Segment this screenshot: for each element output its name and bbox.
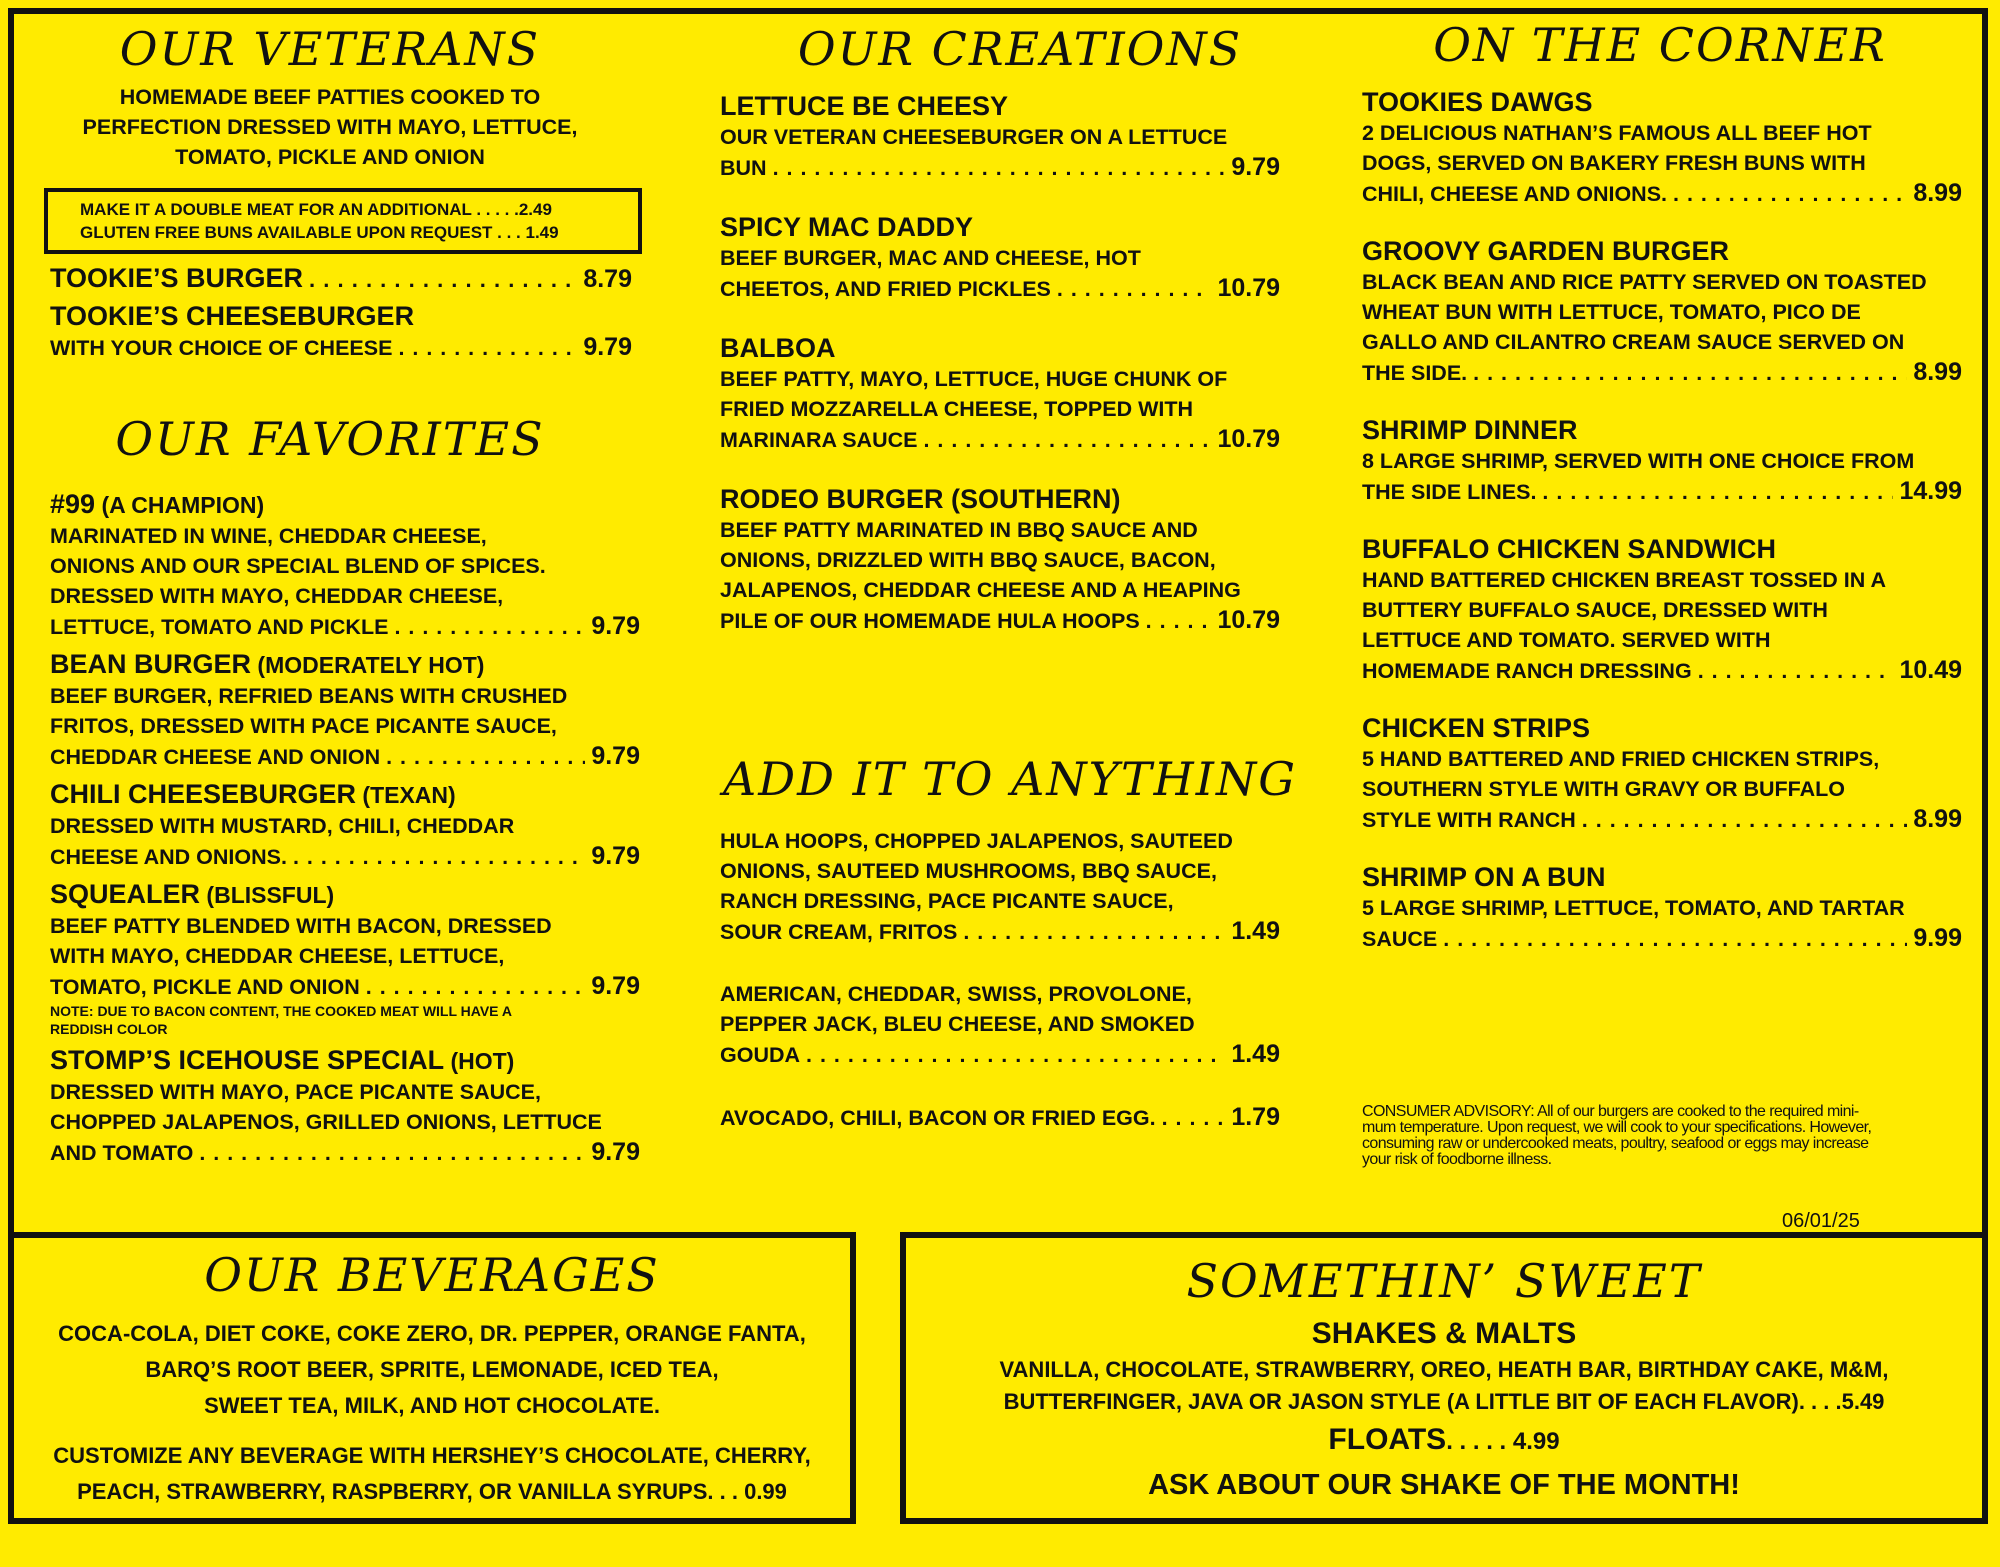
item-name: STOMP’S ICEHOUSE SPECIAL (HOT) <box>50 1045 515 1075</box>
item-desc: HULA HOOPS, CHOPPED JALAPENOS, SAUTEED <box>720 829 1233 853</box>
item-price: 10.79 <box>1217 425 1280 453</box>
menu-item <box>1362 235 1962 388</box>
item-desc: BEEF PATTY BLENDED WITH BACON, DRESSED <box>50 914 552 938</box>
item-price-row: CHEESE AND ONIONS. . . . 9.79 <box>50 841 640 872</box>
item-desc: DRESSED WITH MAYO, CHEDDAR CHEESE, <box>50 584 504 608</box>
shakes-title: SHAKES & MALTS <box>1311 1317 1577 1350</box>
item-name: BUFFALO CHICKEN SANDWICH <box>1362 534 1776 564</box>
menu-item <box>50 778 640 872</box>
item-price-row: LETTUCE, TOMATO AND PICKLE . . . 9.79 <box>50 611 640 642</box>
menu-item <box>720 90 1280 183</box>
item-price-row: MARINARA SAUCE . . . 10.79 <box>720 424 1280 455</box>
item-desc: ONIONS AND OUR SPECIAL BLEND OF SPICES. <box>50 554 546 578</box>
addons-list <box>720 826 1280 1133</box>
tookies-burger: TOOKIE’S BURGER . . . 8.79 <box>50 262 632 296</box>
corner-title: ON THE CORNER <box>1433 18 1887 72</box>
veterans-title: OUR VETERANS <box>119 22 541 76</box>
item-desc: AMERICAN, CHEDDAR, SWISS, PROVOLONE, <box>720 982 1192 1006</box>
item-price: 8.99 <box>1913 179 1962 207</box>
menu-item <box>50 488 640 642</box>
floats-line: FLOATS. . . . . 4.99 <box>1328 1423 1560 1456</box>
menu-item <box>720 483 1280 636</box>
sweet-title: SOMETHIN’ SWEET <box>1186 1254 1702 1308</box>
menu-item <box>50 1044 640 1168</box>
shake-of-month: ASK ABOUT OUR SHAKE OF THE MONTH! <box>1148 1469 1740 1501</box>
item-name: GROOVY GARDEN BURGER <box>1362 236 1730 266</box>
item-desc: MARINATED IN WINE, CHEDDAR CHEESE, <box>50 524 487 548</box>
addons-title: ADD IT TO ANYTHING <box>723 752 1297 806</box>
menu-item <box>1362 414 1962 507</box>
item-price: 9.99 <box>1913 924 1962 952</box>
item-desc: LETTUCE AND TOMATO. SERVED WITH <box>1362 628 1771 652</box>
item-name: SHRIMP DINNER <box>1362 415 1578 445</box>
menu-date: 06/01/25 <box>1782 1210 1860 1232</box>
corner-list <box>1362 86 1962 954</box>
menu-item <box>720 332 1280 455</box>
item-price-row: PILE OF OUR HOMEMADE HULA HOOPS . . . 10.79 <box>720 605 1280 636</box>
item-desc: 2 DELICIOUS NATHAN’S FAMOUS ALL BEEF HOT <box>1362 121 1872 145</box>
item-price: 9.79 <box>591 1138 640 1166</box>
item-price-row: BUN . . . 9.79 <box>720 152 1280 183</box>
item-price-row: SAUCE . . . 9.99 <box>1362 923 1962 954</box>
item-desc: RANCH DRESSING, PACE PICANTE SAUCE, <box>720 889 1174 913</box>
item-desc: FRIED MOZZARELLA CHEESE, TOPPED WITH <box>720 397 1194 421</box>
item-note: REDDISH COLOR <box>50 1021 168 1037</box>
creations-list <box>720 90 1280 636</box>
item-desc: HAND BATTERED CHICKEN BREAST TOSSED IN A <box>1362 568 1886 592</box>
item-name: CHICKEN STRIPS <box>1362 713 1591 743</box>
item-name: RODEO BURGER (SOUTHERN) <box>720 484 1121 514</box>
favorites-title: OUR FAVORITES <box>115 412 545 466</box>
item-price-row: GOUDA . . . 1.49 <box>720 1039 1280 1070</box>
item-name: #99 (A CHAMPION) <box>50 489 265 519</box>
item-price: 14.99 <box>1899 477 1962 505</box>
item-price: 9.79 <box>591 612 640 640</box>
item-desc: DOGS, SERVED ON BAKERY FRESH BUNS WITH <box>1362 151 1866 175</box>
item-name: SHRIMP ON A BUN <box>1362 862 1606 892</box>
menu-item <box>1362 861 1962 954</box>
item-price: 1.79 <box>1231 1103 1280 1131</box>
item-desc: 8 LARGE SHRIMP, SERVED WITH ONE CHOICE FROM <box>1362 449 1915 473</box>
item-price-row: THE SIDE LINES. . . . 14.99 <box>1362 476 1962 507</box>
menu-item <box>720 1102 1280 1133</box>
item-desc: WHEAT BUN WITH LETTUCE, TOMATO, PICO DE <box>1362 300 1861 324</box>
menu-item <box>1362 533 1962 686</box>
item-desc: CHOPPED JALAPENOS, GRILLED ONIONS, LETTUCE <box>50 1110 602 1134</box>
item-price: 8.99 <box>1913 358 1962 386</box>
veterans-section <box>50 82 632 363</box>
favorites-list <box>50 488 640 1168</box>
item-price-row: SOUR CREAM, FRITOS . . . 1.49 <box>720 916 1280 947</box>
item-desc: WITH MAYO, CHEDDAR CHEESE, LETTUCE, <box>50 944 505 968</box>
item-desc: BLACK BEAN AND RICE PATTY SERVED ON TOASTED <box>1362 270 1927 294</box>
item-desc: BEEF PATTY MARINATED IN BBQ SAUCE AND <box>720 518 1198 542</box>
item-price: 9.79 <box>1231 153 1280 181</box>
menu-item <box>720 826 1280 947</box>
item-desc: BEEF BURGER, REFRIED BEANS WITH CRUSHED <box>50 684 568 708</box>
item-desc: BEEF PATTY, MAYO, LETTUCE, HUGE CHUNK OF <box>720 367 1228 391</box>
creations-title: OUR CREATIONS <box>797 22 1243 76</box>
veterans-intro: HOMEMADE BEEF PATTIES COOKED TO PERFECTION DRESSED WITH MAYO, LETTUCE, TOMATO, PICKLE AND ONION <box>82 85 578 169</box>
item-price: 9.79 <box>591 742 640 770</box>
item-price-row: AND TOMATO . . . 9.79 <box>50 1137 640 1168</box>
item-price-row: CHEDDAR CHEESE AND ONION . . . 9.79 <box>50 741 640 772</box>
item-price: 10.79 <box>1217 274 1280 302</box>
sweet-list: SHAKES & MALTS VANILLA, CHOCOLATE, STRAWBERRY, OREO, HEATH BAR, BIRTHDAY CAKE, M&M, BUTTERFINGER, JAVA OR JASON STYLE (A LITTLE BIT OF EACH FLAVOR). . . .5.49 FLOATS. . . . . 4.99 ASK ABOUT OUR SHAKE OF THE MONTH! <box>900 1314 1988 1505</box>
item-name: BEAN BURGER (MODERATELY HOT) <box>50 649 485 679</box>
item-desc: BEEF BURGER, MAC AND CHEESE, HOT <box>720 246 1141 270</box>
item-name: SQUEALER (BLISSFUL) <box>50 879 335 909</box>
item-name: SPICY MAC DADDY <box>720 212 974 242</box>
beverages-list: COCA-COLA, DIET COKE, COKE ZERO, DR. PEPPER, ORANGE FANTA, BARQ’S ROOT BEER, SPRITE, LEMONADE, ICED TEA, SWEET TEA, MILK, AND HOT CHOCOLATE. CUSTOMIZE ANY BEVERAGE WITH HERSHEY’S CHOCOLATE, CHERRY, PEACH, STRAWBERRY, RASPBERRY, OR VANILLA SYRUPS. . . 0.99 <box>53 1321 811 1504</box>
item-price: 1.49 <box>1231 917 1280 945</box>
item-desc: 5 LARGE SHRIMP, LETTUCE, TOMATO, AND TARTAR <box>1362 896 1905 920</box>
item-desc: 5 HAND BATTERED AND FRIED CHICKEN STRIPS, <box>1362 747 1880 771</box>
item-desc: DRESSED WITH MUSTARD, CHILI, CHEDDAR <box>50 814 515 838</box>
item-desc: JALAPENOS, CHEDDAR CHEESE AND A HEAPING <box>720 578 1241 602</box>
item-name: TOOKIES DAWGS <box>1362 87 1593 117</box>
item-note: NOTE: DUE TO BACON CONTENT, THE COOKED MEAT WILL HAVE A <box>50 1003 512 1019</box>
item-name: BALBOA <box>720 333 836 363</box>
item-price-row: THE SIDE. . . . 8.99 <box>1362 357 1962 388</box>
item-price: 10.79 <box>1217 606 1280 634</box>
item-name: CHILI CHEESEBURGER (TEXAN) <box>50 779 456 809</box>
item-desc: SOUTHERN STYLE WITH GRAVY OR BUFFALO <box>1362 777 1845 801</box>
item-price: 10.49 <box>1899 656 1962 684</box>
item-price-row: AVOCADO, CHILI, BACON OR FRIED EGG. . . . 1.79 <box>720 1102 1280 1133</box>
item-desc: PEPPER JACK, BLEU CHEESE, AND SMOKED <box>720 1012 1195 1036</box>
menu-item <box>1362 712 1962 835</box>
item-desc: BUTTERY BUFFALO SAUCE, DRESSED WITH <box>1362 598 1828 622</box>
item-price-row: CHILI, CHEESE AND ONIONS. . . . 8.99 <box>1362 178 1962 209</box>
consumer-advisory: CONSUMER ADVISORY: All of our burgers are cooked to the required mini- mum temperature. Upon request, we will cook to your specifications. However, consuming raw or undercooked meats, poultry, seafood or eggs may increase your risk of foodborne illness. <box>1362 1103 1872 1168</box>
item-price-row: CHEETOS, AND FRIED PICKLES . . . 10.79 <box>720 273 1280 304</box>
item-price: 8.99 <box>1913 805 1962 833</box>
item-desc: GALLO AND CILANTRO CREAM SAUCE SERVED ON <box>1362 330 1905 354</box>
item-desc: DRESSED WITH MAYO, PACE PICANTE SAUCE, <box>50 1080 541 1104</box>
item-price-row: TOMATO, PICKLE AND ONION . . . 9.79 <box>50 971 640 1002</box>
item-desc: FRITOS, DRESSED WITH PACE PICANTE SAUCE, <box>50 714 557 738</box>
veterans-note-box: MAKE IT A DOUBLE MEAT FOR AN ADDITIONAL . . . . .2.49 GLUTEN FREE BUNS AVAILABLE UPON REQUEST . . . 1.49 <box>44 188 642 254</box>
tookies-cheeseburger: TOOKIE’S CHEESEBURGER WITH YOUR CHOICE OF CHEESE . . . 9.79 <box>50 300 632 363</box>
item-desc: ONIONS, SAUTEED MUSHROOMS, BBQ SAUCE, <box>720 859 1217 883</box>
menu-item <box>1362 86 1962 209</box>
item-price: 9.79 <box>591 842 640 870</box>
beverages-title: OUR BEVERAGES <box>204 1248 660 1302</box>
item-price: 9.79 <box>591 972 640 1000</box>
item-price-row: HOMEMADE RANCH DRESSING . . . 10.49 <box>1362 655 1962 686</box>
item-price: 1.49 <box>1231 1040 1280 1068</box>
menu-item <box>720 979 1280 1070</box>
menu-item <box>720 211 1280 304</box>
menu-item <box>50 648 640 772</box>
item-price-row: STYLE WITH RANCH . . . 8.99 <box>1362 804 1962 835</box>
item-desc: OUR VETERAN CHEESEBURGER ON A LETTUCE <box>720 125 1228 149</box>
item-desc: ONIONS, DRIZZLED WITH BBQ SAUCE, BACON, <box>720 548 1216 572</box>
menu-item <box>50 878 640 1038</box>
item-name: LETTUCE BE CHEESY <box>720 91 1009 121</box>
